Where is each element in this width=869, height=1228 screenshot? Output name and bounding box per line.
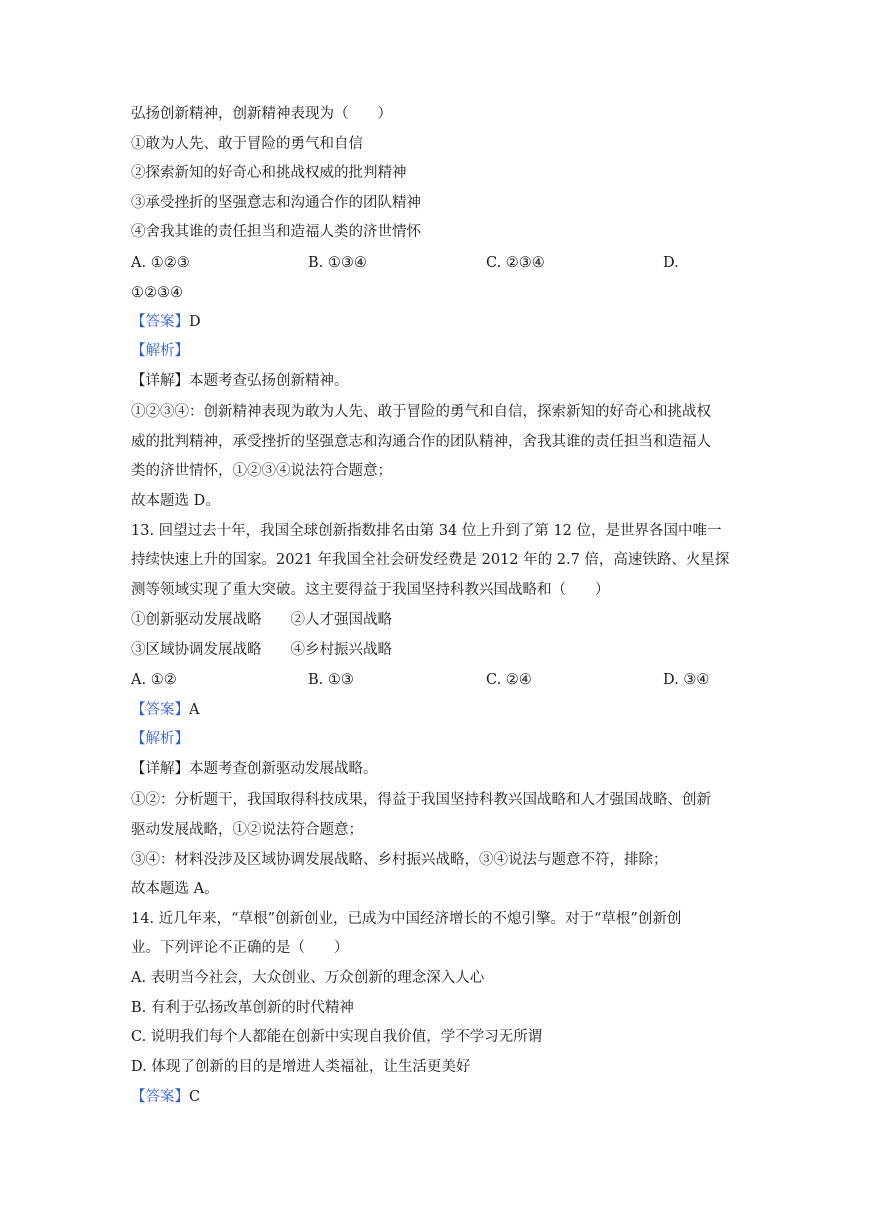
q12-option-c: C. ②③④ — [486, 255, 545, 271]
q14-stem-2: 业。下列评论不正确的是（ ） — [131, 940, 349, 956]
q12-option-d: D. — [663, 255, 679, 271]
q12-item-1: ①敢为人先、敢于冒险的勇气和自信 — [131, 136, 363, 152]
q12-stem: 弘扬创新精神，创新精神表现为（ ） — [131, 106, 392, 122]
q14-choice-d: D. 体现了创新的目的是增进人类福祉，让生活更美好 — [131, 1059, 471, 1075]
q12-explain-2: 威的批判精神，承受挫折的坚强意志和沟通合作的团队精神，舍我其谁的责任担当和造福人 — [131, 434, 711, 450]
q13-option-a: A. ①② — [131, 672, 177, 688]
q12-option-b: B. ①③④ — [308, 255, 367, 271]
q14-choice-a: A. 表明当今社会，大众创业、万众创新的理念深入人心 — [131, 970, 485, 986]
answer-value: C — [189, 1089, 201, 1105]
answer-value: A — [189, 702, 200, 718]
answer-value: D — [189, 314, 201, 330]
q14-stem-1: 14. 近几年来，“草根”创新创业，已成为中国经济增长的不熄引擎。对于“草根”创新创 — [131, 911, 682, 927]
q13-item-1: ①创新驱动发展战略 ②人才强国战略 — [131, 612, 392, 628]
q14-choice-b: B. 有利于弘扬改革创新的时代精神 — [131, 1000, 354, 1016]
q13-detail: 【详解】本题考查创新驱动发展战略。 — [131, 761, 378, 777]
q13-option-d: D. ③④ — [663, 672, 710, 688]
q14-choice-c: C. 说明我们每个人都能在创新中实现自我价值，学不学习无所谓 — [131, 1029, 543, 1045]
q12-answer — [131, 312, 201, 332]
q13-stem-1: 13. 回望过去十年，我国全球创新指数排名由第 34 位上升到了第 12 位，是世界各国中唯一 — [131, 523, 722, 539]
q13-stem-3: 测等领域实现了重大突破。这主要得益于我国坚持科教兴国战略和（ ） — [131, 582, 610, 598]
q12-detail: 【详解】本题考查弘扬创新精神。 — [131, 373, 349, 389]
q14-answer — [131, 1087, 200, 1107]
q12-option-d-wrap: ①②③④ — [131, 285, 183, 301]
answer-tag: 【答案】 — [131, 314, 189, 330]
q13-explain-3: ③④：材料没涉及区域协调发展战略、乡村振兴战略，③④说法与题意不符，排除； — [131, 852, 668, 868]
q13-option-b: B. ①③ — [308, 672, 354, 688]
q13-item-2: ③区域协调发展战略 ④乡村振兴战略 — [131, 642, 392, 658]
q12-option-a: A. ①②③ — [131, 255, 190, 271]
q13-answer — [131, 700, 199, 720]
q12-analysis-tag: 【解析】 — [131, 343, 189, 359]
answer-tag: 【答案】 — [131, 702, 189, 718]
q12-conclusion: 故本题选 D。 — [131, 493, 220, 509]
q13-stem-2: 持续快速上升的国家。2021 年我国全社会研发经费是 2012 年的 2.7 倍，高速铁路、火星探 — [131, 552, 730, 568]
q12-explain-1: ①②③④：创新精神表现为敢为人先、敢于冒险的勇气和自信，探索新知的好奇心和挑战权 — [131, 404, 711, 420]
answer-tag: 【答案】 — [131, 1089, 189, 1105]
q13-explain-2: 驱动发展战略，①②说法符合题意； — [131, 822, 363, 838]
q12-item-3: ③承受挫折的坚强意志和沟通合作的团队精神 — [131, 195, 421, 211]
q12-item-2: ②探索新知的好奇心和挑战权威的批判精神 — [131, 165, 407, 181]
q12-item-4: ④舍我其谁的责任担当和造福人类的济世情怀 — [131, 224, 421, 240]
q13-explain-1: ①②：分析题干，我国取得科技成果，得益于我国坚持科教兴国战略和人才强国战略、创新 — [131, 792, 711, 808]
q13-option-c: C. ②④ — [486, 672, 532, 688]
q13-analysis-tag: 【解析】 — [131, 731, 189, 747]
q12-explain-3: 类的济世情怀，①②③④说法符合题意； — [131, 463, 392, 479]
q13-conclusion: 故本题选 A。 — [131, 881, 219, 897]
